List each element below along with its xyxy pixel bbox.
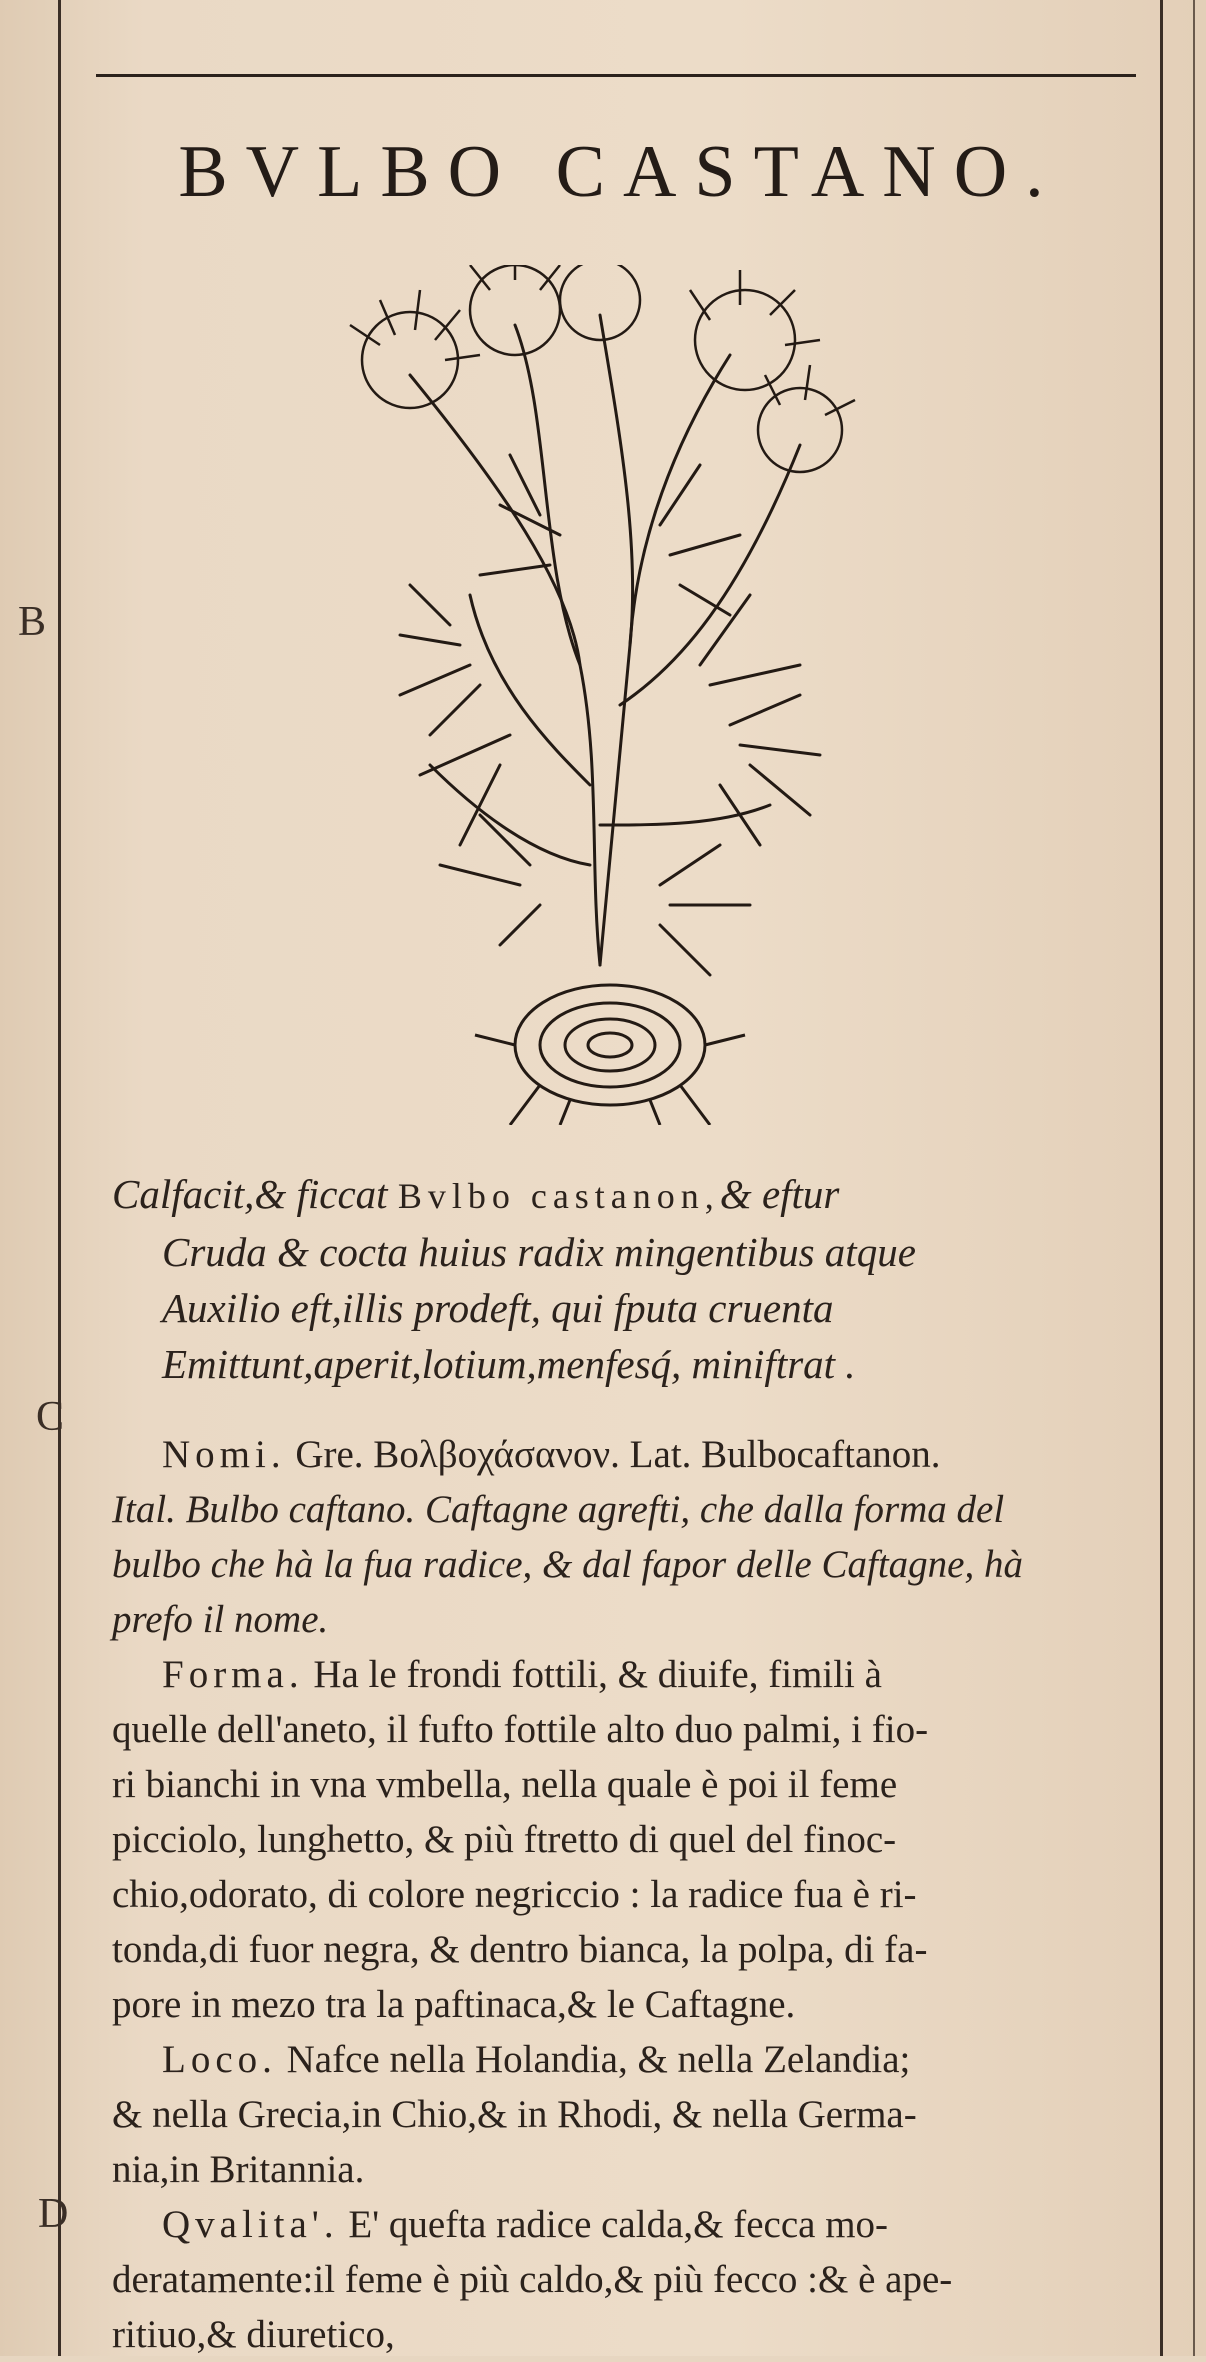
margin-letter-c: C — [36, 1394, 65, 1440]
forma-line-7: pore in mezo tra la paftinaca,& le Caftagne. — [112, 1983, 796, 2026]
page-edge-rule — [1193, 0, 1195, 2356]
verse-line-4: Emittunt,aperit,lotium,menfesq́, miniftrat . — [162, 1341, 856, 1387]
nomi-line-3: bulbo che hà la fua radice, & dal fapor delle Caftagne, hà — [112, 1543, 1023, 1586]
margin-letter-d: D — [38, 2191, 69, 2237]
latin-verse — [112, 1166, 1172, 1392]
loco-line-3: nia,in Britannia. — [112, 2148, 365, 2191]
qualita-line-1: Qvalita'. E' quefta radice calda,& fecca mo- — [162, 2203, 889, 2246]
forma-line-5: chio,odorato, di colore negriccio : la radice fua è ri- — [112, 1873, 917, 1916]
bulbocastanum-woodcut-illustration — [300, 265, 940, 1125]
forma-label: Forma. — [162, 1653, 304, 1696]
qualita-label: Qvalita'. — [162, 2203, 339, 2246]
verse-line-1: Calfacit,& ficcat Bvlbo castanon,& eftur — [112, 1171, 840, 1217]
forma-line-2: quelle dell'aneto, il fufto fottile alto duo palmi, i fio- — [112, 1708, 929, 1751]
verse-line-3: Auxilio eft,illis prodeft, qui fputa cruenta — [162, 1285, 834, 1331]
left-margin-rule — [58, 0, 61, 2356]
nomi-line-4: prefo il nome. — [112, 1598, 329, 1641]
forma-line-3: ri bianchi in vna vmbella, nella quale è poi il feme — [112, 1763, 898, 1806]
verse-line-2: Cruda & cocta huius radix mingentibus atque — [162, 1229, 916, 1275]
forma-line-6: tonda,di fuor negra, & dentro bianca, la polpa, di fa- — [112, 1928, 928, 1971]
loco-line-1: Loco. Nafce nella Holandia, & nella Zelandia; — [162, 2038, 911, 2081]
forma-line-1: Forma. Ha le frondi fottili, & diuife, fimili à — [162, 1653, 882, 1696]
section-forma — [112, 1647, 1172, 2032]
qualita-line-2: deratamente:il feme è più caldo,& più fecco :& è ape- — [112, 2258, 953, 2301]
section-nomi — [112, 1427, 1172, 1647]
forma-line-4: picciolo, lunghetto, & più ftretto di quel del finoc- — [112, 1818, 897, 1861]
header-rule — [96, 74, 1136, 77]
section-loco — [112, 2032, 1172, 2197]
loco-line-2: & nella Grecia,in Chio,& in Rhodi, & nella Germa- — [112, 2093, 917, 2136]
margin-letter-b: B — [18, 599, 47, 645]
nomi-label: Nomi. — [162, 1433, 286, 1476]
section-qualita — [112, 2197, 1172, 2362]
qualita-line-3: ritiuo,& diuretico, — [112, 2313, 395, 2356]
nomi-line-2: Ital. Bulbo caftano. Caftagne agrefti, che dalla forma del — [112, 1488, 1005, 1531]
nomi-line-1: Nomi. Gre. Βολβοχάσανον. Lat. Bulbocaftanon. — [162, 1433, 941, 1476]
loco-label: Loco. — [162, 2038, 277, 2081]
page-title: BVLBO CASTANO. — [178, 131, 1062, 213]
